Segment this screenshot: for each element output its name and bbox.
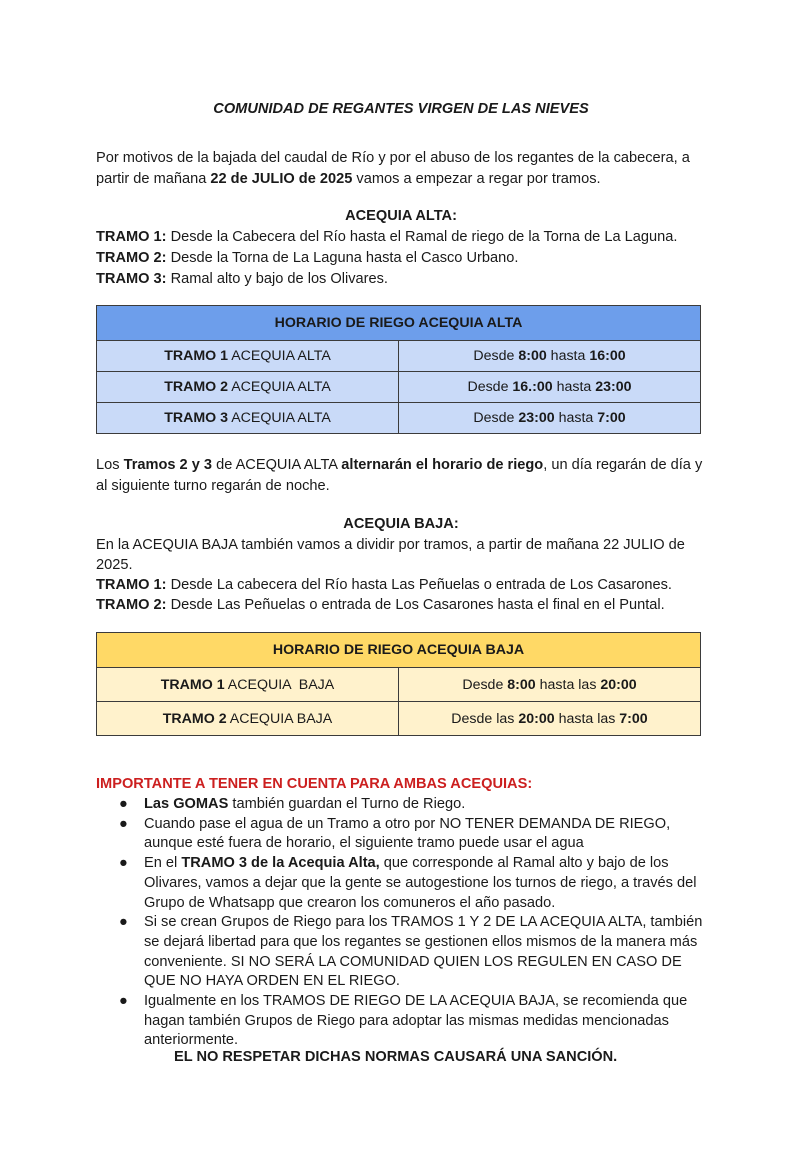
bold-text: alternarán el horario de riego [341,457,544,473]
tramo-rest: ACEQUIA ALTA [228,410,331,426]
acequia-alta-heading: ACEQUIA ALTA: [345,208,457,224]
tramo-text: Desde la Cabecera del Río hasta el Ramal de riego de la Torna de La Laguna. [166,229,678,245]
tramo-label: TRAMO 2: [96,597,167,613]
text: Los [96,457,124,473]
alta-tramo-2 [96,248,706,269]
sanction-warning: EL NO RESPETAR DICHAS NORMAS CAUSARÁ UNA SANCIÓN. [174,1049,618,1065]
tramo-text: Ramal alto y bajo de los Olivares. [166,271,388,287]
tramo-label: TRAMO 2: [96,250,167,266]
table-header-row [97,633,701,668]
intro-text-end: vamos a empezar a regar por tramos. [352,171,601,187]
schedule-cell [399,403,701,434]
text: hasta las [535,676,601,693]
table-header: HORARIO DE RIEGO ACEQUIA BAJA [97,633,701,668]
acequia-baja-heading: ACEQUIA BAJA: [343,516,459,532]
tramo-cell [97,702,399,736]
acequia-alta-tramos [96,227,706,290]
text: también guardan el Turno de Riego. [228,796,466,812]
tramo-label: TRAMO 1: [96,577,167,593]
tramo-bold: TRAMO 1 [160,676,225,693]
bold-text: TRAMO 3 de la Acequia Alta, [181,855,380,872]
text: hasta [546,348,590,364]
tramo-text: Desde Las Peñuelas o entrada de Los Casarones hasta el final en el Puntal. [166,597,665,613]
baja-intro: En la ACEQUIA BAJA también vamos a dividir por tramos, a partir de mañana 22 JULIO de 2025. [96,537,685,573]
text: En el [144,855,182,872]
bullet-icon: ● [119,815,128,832]
tramo-bold: TRAMO 3 [164,410,229,426]
bullet-icon: ● [119,855,128,872]
text: Si se crean Grupos de Riego para los TRAMOS 1 Y 2 DE LA ACEQUIA ALTA, también se dejará libertad para que los regantes se gestionen ellos mismos de la manera más conveniente. SI NO SERÁ LA COMUNIDAD QUIEN LOS REGULEN EN CASO DE QUE NO HAYA ORDEN EN EL RIEGO. [144,914,703,990]
tramo-cell [97,341,399,372]
alta-tramo-1 [96,227,706,248]
table-row [97,341,701,372]
text: Desde las [451,710,519,727]
important-list [96,795,706,1051]
table-row [97,372,701,403]
text: hasta [554,410,598,426]
text: , un día regarán de día y al siguiente turno regarán de noche. [96,457,703,494]
acequia-baja-schedule-table [96,632,701,736]
tramo-label: TRAMO 1: [96,229,167,245]
list-item [119,992,706,1051]
tramo-bold: TRAMO 2 [164,379,229,395]
bold-text: Las GOMAS [144,796,229,812]
alta-alternation-note [96,455,706,497]
time-from: 23:00 [518,410,555,426]
alta-tramo-3 [96,269,706,290]
text: hasta las [554,710,620,727]
table-row [97,403,701,434]
tramo-text: Desde La cabecera del Río hasta Las Peñuelas o entrada de Los Casarones. [166,577,672,593]
time-to: 20:00 [600,676,637,693]
schedule-cell [399,341,701,372]
schedule-cell [399,372,701,403]
time-from: 16.:00 [512,379,553,395]
intro-text: Por motivos de la bajada del caudal de Río y por el abuso de los regantes de la cabecera, a partir de mañana [96,150,690,187]
intro-paragraph [96,148,706,190]
list-item [119,815,706,854]
time-from: 8:00 [507,676,536,693]
table-header: HORARIO DE RIEGO ACEQUIA ALTA [97,306,701,341]
text: que corresponde al Ramal alto y bajo de los Olivares, vamos a dejar que la gente se autogestione los turnos de riego, a través del Grupo de Whatsapp que crearon los comuneros el año pasado. [144,855,697,911]
time-to: 23:00 [595,379,632,395]
baja-tramo-1 [96,575,706,595]
tramo-text: Desde la Torna de La Laguna hasta el Casco Urbano. [166,250,519,266]
bullet-icon: ● [119,796,128,812]
tramo-rest: ACEQUIA BAJA [224,676,335,693]
table-row [97,668,701,702]
text: Desde [473,410,519,426]
tramo-label: TRAMO 3: [96,271,167,287]
tramo-rest: ACEQUIA ALTA [228,379,331,395]
text: de ACEQUIA ALTA [212,457,342,473]
text: Desde [467,379,513,395]
text: hasta [552,379,596,395]
text: Igualmente en los TRAMOS DE RIEGO DE LA ACEQUIA BAJA, se recomienda que hagan también Grupos de Riego para adoptar las mismas medidas mencionadas anteriormente. [144,993,688,1049]
acequia-baja-section [96,535,706,615]
intro-date: 22 de JULIO de 2025 [210,171,353,187]
text: Cuando pase el agua de un Tramo a otro por NO TENER DEMANDA DE RIEGO, aunque esté fuera de horario, el siguiente tramo puede usar el agua [144,815,671,852]
text: Desde [473,348,519,364]
list-item [119,795,706,815]
tramo-rest: ACEQUIA BAJA [226,710,333,727]
time-from: 8:00 [518,348,547,364]
text: Desde [462,676,508,693]
time-from: 20:00 [518,710,555,727]
tramo-rest: ACEQUIA ALTA [228,348,331,364]
list-item [119,913,706,992]
table-row [97,702,701,736]
time-to: 7:00 [619,710,648,727]
tramo-bold: TRAMO 2 [162,710,227,727]
bullet-icon: ● [119,914,128,931]
acequia-alta-schedule-table [96,305,701,434]
bold-text: Tramos 2 y 3 [123,457,213,473]
list-item [119,854,706,913]
document-title: COMUNIDAD DE REGANTES VIRGEN DE LAS NIEVES [213,101,589,117]
tramo-cell [97,668,399,702]
tramo-bold: TRAMO 1 [164,348,229,364]
schedule-cell [399,668,701,702]
time-to: 7:00 [597,410,626,426]
schedule-cell [399,702,701,736]
tramo-cell [97,372,399,403]
tramo-cell [97,403,399,434]
time-to: 16:00 [589,348,626,364]
important-heading: IMPORTANTE A TENER EN CUENTA PARA AMBAS ACEQUIAS: [96,776,533,792]
table-header-row [97,306,701,341]
bullet-icon: ● [119,993,128,1010]
baja-tramo-2 [96,595,706,615]
